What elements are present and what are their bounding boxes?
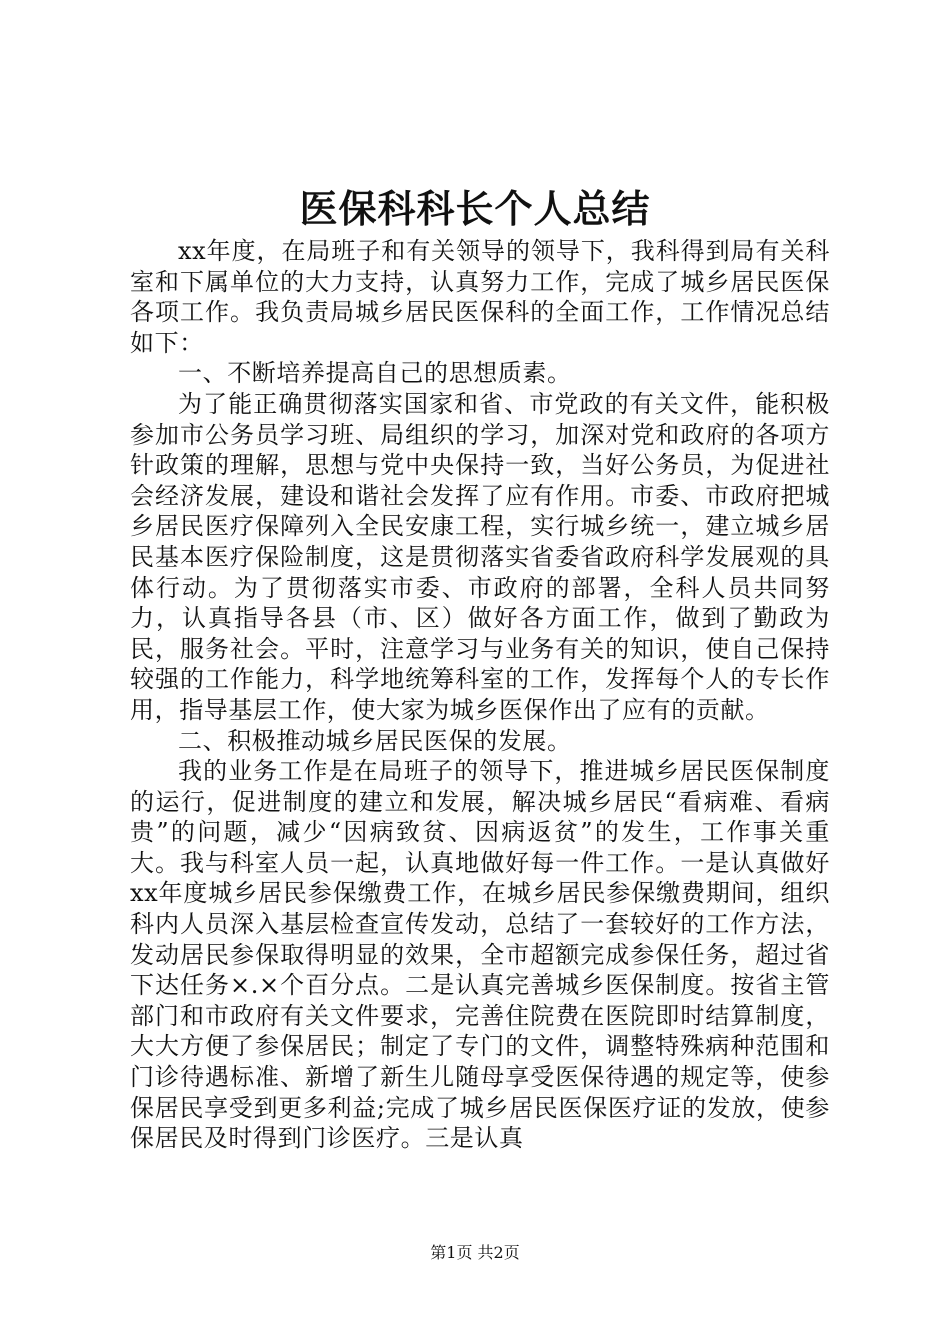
document-title: 医保科科长个人总结 bbox=[299, 187, 651, 231]
section-heading-2: 二、积极推动城乡居民医保的发展。 bbox=[178, 726, 572, 755]
section-2-paragraph: 我的业务工作是在局班子的领导下，推进城乡居民医保制度的运行，促进制度的建立和发展，解决城乡居民“看病难、看病贵”的问题，减少“因病致贫、因病返贫”的发生，工作事关重大。我与科室人员一起，认真地做好每一件工作。一是认真做好xx年度城乡居民参保缴费工作，在城乡居民参保缴费期间，组织科内人员深入基层检查宣传发动，总结了一套较好的工作方法，发动居民参保取得明显的效果，全市超额完成参保任务，超过省下达任务×.×个百分点。二是认真完善城乡医保制度。按省主管部门和市政府有关文件要求，完善住院费在医院即时结算制度，大大方便了参保居民；制定了专门的文件，调整特殊病种范围和门诊待遇标准、新增了新生儿随母享受医保待遇的规定等，使参保居民享受到更多利益;完成了城乡居民医保医疗证的发放，使参保居民及时得到门诊医疗。三是认真 bbox=[130, 757, 830, 1153]
document-body bbox=[130, 236, 830, 1154]
intro-paragraph: xx年度，在局班子和有关领导的领导下，我科得到局有关科室和下属单位的大力支持，认真努力工作，完成了城乡居民医保各项工作。我负责局城乡居民医保科的全面工作，工作情况总结如下： bbox=[130, 237, 830, 357]
section-heading-1: 一、不断培养提高自己的思想质素。 bbox=[178, 359, 572, 388]
page-footer: 第1页 共2页 bbox=[430, 1243, 520, 1262]
section-1-paragraph: 为了能正确贯彻落实国家和省、市党政的有关文件，能积极参加市公务员学习班、局组织的学习，加深对党和政府的各项方针政策的理解，思想与党中央保持一致，当好公务员，为促进社会经济发展，建设和谐社会发挥了应有作用。市委、市政府把城乡居民医疗保障列入全民安康工程，实行城乡统一，建立城乡居民基本医疗保险制度，这是贯彻落实省委省政府科学发展观的具体行动。为了贯彻落实市委、市政府的部署，全科人员共同努力，认真指导各县（市、区）做好各方面工作，做到了勤政为民，服务社会。平时，注意学习与业务有关的知识，使自己保持较强的工作能力，科学地统筹科室的工作，发挥每个人的专长作用，指导基层工作，使大家为城乡医保作出了应有的贡献。 bbox=[130, 389, 830, 724]
